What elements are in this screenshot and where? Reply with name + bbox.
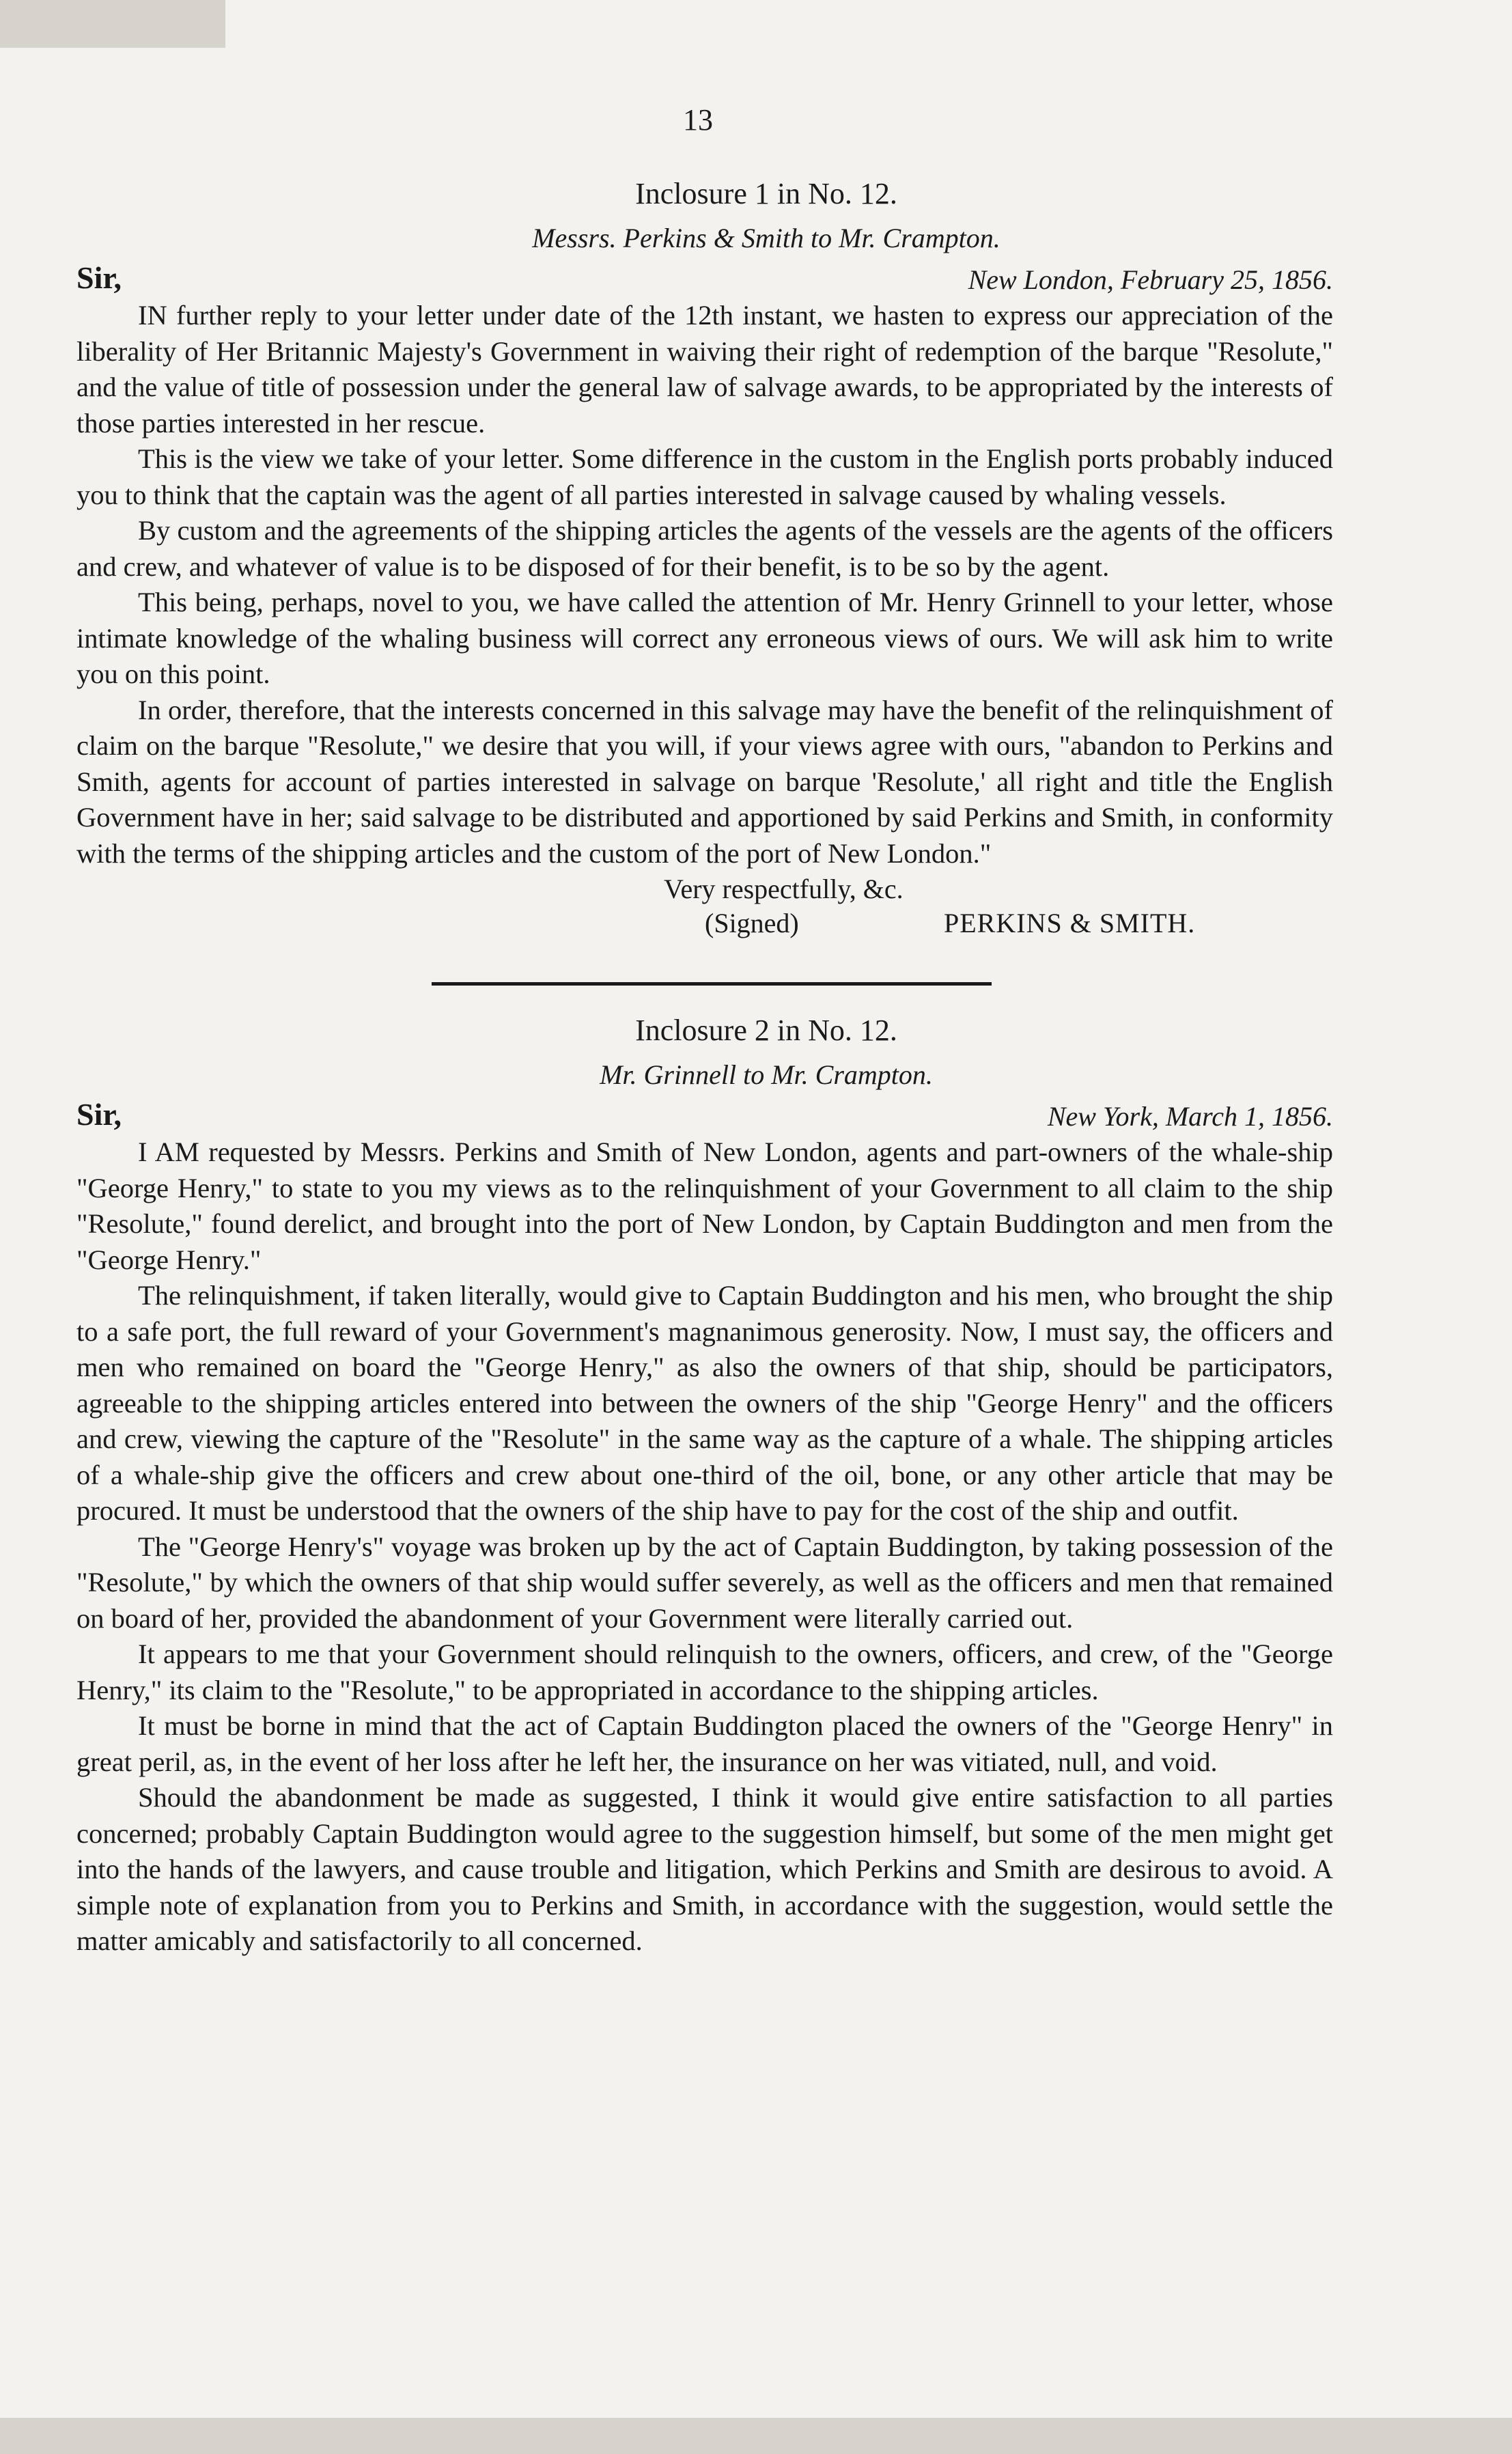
inclosure-2-paragraph-2: The relinquishment, if taken literally, would give to Captain Buddington and his men, who brought the ship to a safe port, the full reward of your Government's magnanimous generosity. Now, I must say, the officers and men who remained on board the "George Henry," as also the owners of that ship, should be participators, agreeable to the shipping articles entered into between the owners of the ship "George Henry" and the officers and crew, viewing the capture of the "Resolute" in the same way as the capture of a whale. The shipping articles of a whale-ship give the officers and crew about one-third of the oil, bone, or any other article that may be procured. It must be understood that the owners of the ship have to pay for the cost of the ship and outfit.: [76, 1280, 1333, 1526]
inclosure-1-salutation: Sir,: [76, 260, 122, 295]
section-divider: [432, 982, 992, 986]
inclosure-1-subheading: Messrs. Perkins & Smith to Mr. Crampton.: [532, 223, 1000, 253]
inclosure-2-paragraph-3: The "George Henry's" voyage was broken up by the act of Captain Buddington, by taking possession of the "Resolute," by which the owners of that ship would suffer severely, as well as the officers and men that remained on board of her, provided the abandonment of your Government were literally carried out.: [76, 1531, 1333, 1634]
inclosure-2-subheading: Mr. Grinnell to Mr. Crampton.: [600, 1059, 933, 1090]
inclosure-2-salutation-line: [76, 1096, 1333, 1134]
inclosure-2: [76, 1013, 1333, 1960]
inclosure-2-paragraph-1: I AM requested by Messrs. Perkins and Smith of New London, agents and part-owners of the whale-ship "George Henry," to state to you my views as to the relinquishment of your Government to all claim to the ship "Resolute," found derelict, and brought into the port of New London, by Captain Buddington and men from the "George Henry.": [76, 1137, 1333, 1275]
inclosure-1-dateline: New London, February 25, 1856.: [968, 264, 1333, 295]
inclosure-2-paragraph-4: It appears to me that your Government should relinquish to the owners, officers, and crew, of the "George Henry," its claim to the "Resolute," to be appropriated in accordance to the shipping articles.: [76, 1639, 1333, 1705]
inclosure-1-signed-label: (Signed): [705, 908, 799, 938]
scan-noise-bottom: [0, 2418, 1512, 2454]
scan-noise-top-left: [0, 0, 225, 48]
inclosure-1-paragraph-4: This being, perhaps, novel to you, we have called the attention of Mr. Henry Grinnell to your letter, whose intimate knowledge of the whaling business will correct any erroneous views of ours. We will ask him to write you on this point.: [76, 587, 1333, 689]
inclosure-1-salutation-line: [76, 260, 1333, 298]
inclosure-1: [76, 102, 1333, 944]
inclosure-1-signature-line: [76, 907, 1333, 944]
document-page: [76, 102, 1333, 1960]
inclosure-1-paragraph-1: IN further reply to your letter under date of the 12th instant, we hasten to express our appreciation of the liberality of Her Britannic Majesty's Government in waiving their right of redemption of the barque "Resolute," and the value of title of possession under the general law of salvage awards, to be appropriated by the interests of those parties interested in her rescue.: [76, 300, 1333, 438]
inclosure-2-paragraph-5: It must be borne in mind that the act of Captain Buddington placed the owners of the "George Henry" in great peril, as, in the event of her loss after he left her, the insurance on her was vitiated, null, and void.: [76, 1710, 1333, 1777]
inclosure-2-heading: Inclosure 2 in No. 12.: [635, 1014, 897, 1047]
inclosure-2-paragraph-6: Should the abandonment be made as suggested, I think it would give entire satisfaction to all parties concerned; probably Captain Buddington would agree to the suggestion himself, but some of the men might get into the hands of the lawyers, and cause trouble and litigation, which Perkins and Smith are desirous to avoid. A simple note of explanation from you to Perkins and Smith, in accordance with the suggestion, would settle the matter amicably and satisfactorily to all concerned.: [76, 1782, 1333, 1956]
inclosure-1-signers: PERKINS & SMITH.: [944, 908, 1196, 938]
inclosure-1-paragraph-3: By custom and the agreements of the shipping articles the agents of the vessels are the agents of the officers and crew, and whatever of value is to be disposed of for their benefit, is to be so by the agent.: [76, 515, 1333, 582]
inclosure-1-paragraph-5: In order, therefore, that the interests concerned in this salvage may have the benefit of the relinquishment of claim on the barque "Resolute," we desire that you will, if your views agree with ours, "abandon to Perkins and Smith, agents for account of parties interested in salvage on barque 'Resolute,' all right and title the English Government have in her; said salvage to be distributed and apportioned by said Perkins and Smith, in conformity with the terms of the shipping articles and the custom of the port of New London.": [76, 694, 1333, 869]
inclosure-1-paragraph-2: This is the view we take of your letter. Some difference in the custom in the English ports probably induced you to think that the captain was the agent of all parties interested in salvage caused by whaling vessels.: [76, 443, 1333, 510]
page-number: 13: [683, 103, 713, 137]
inclosure-1-heading: Inclosure 1 in No. 12.: [635, 177, 897, 210]
inclosure-2-dateline: New York, March 1, 1856.: [1047, 1101, 1333, 1132]
inclosure-1-closing: Very respectfully, &c.: [664, 874, 904, 904]
inclosure-2-salutation: Sir,: [76, 1097, 122, 1132]
